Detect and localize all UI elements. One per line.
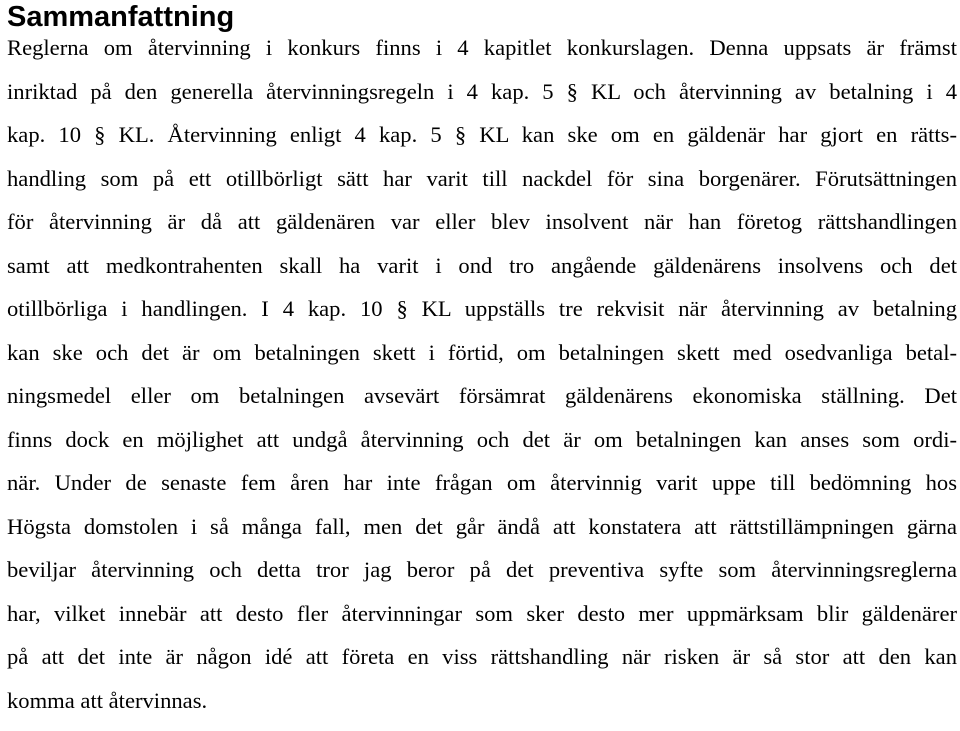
text-line-14: har, vilket innebär att desto fler återvinningar som sker desto mer uppmärksam blir gäldenärer [7,601,957,645]
text-line-15: på att det inte är någon idé att företa en viss rättshandling när risken är så stor att den kan [7,644,957,688]
text-line-16: komma att återvinnas. [7,688,957,731]
text-line-3: kap. 10 § KL. Återvinning enligt 4 kap. 5 § KL kan ske om en gäldenär har gjort en rätts- [7,122,957,166]
text-line-1: Reglerna om återvinning i konkurs finns i 4 kapitlet konkurslagen. Denna uppsats är främst [7,35,957,79]
text-line-10: finns dock en möjlighet att undgå återvinning och det är om betalningen kan anses som ordi- [7,427,957,471]
summary-paragraph [7,35,957,731]
text-line-8: kan ske och det är om betalningen skett i förtid, om betalningen skett med osedvanliga betal- [7,340,957,384]
text-line-7: otillbörliga i handlingen. I 4 kap. 10 § KL uppställs tre rekvisit när återvinning av betalning [7,296,957,340]
text-line-6: samt att medkontrahenten skall ha varit i ond tro angående gäldenärens insolvens och det [7,253,957,297]
text-line-2: inriktad på den generella återvinningsregeln i 4 kap. 5 § KL och återvinning av betalning i 4 [7,79,957,123]
text-line-4: handling som på ett otillbörligt sätt har varit till nackdel för sina borgenärer. Förutsättningen [7,166,957,210]
text-line-11: när. Under de senaste fem åren har inte frågan om återvinnig varit uppe till bedömning hos [7,470,957,514]
text-line-5: för återvinning är då att gäldenären var eller blev insolvent när han företog rättshandlingen [7,209,957,253]
text-line-13: beviljar återvinning och detta tror jag beror på det preventiva syfte som återvinningsreglerna [7,557,957,601]
text-line-9: ningsmedel eller om betalningen avsevärt försämrat gäldenärens ekonomiska ställning. Det [7,383,957,427]
text-line-12: Högsta domstolen i så många fall, men det går ändå att konstatera att rättstillämpningen gärna [7,514,957,558]
document-page [7,0,957,731]
document-heading: Sammanfattning [7,0,957,34]
